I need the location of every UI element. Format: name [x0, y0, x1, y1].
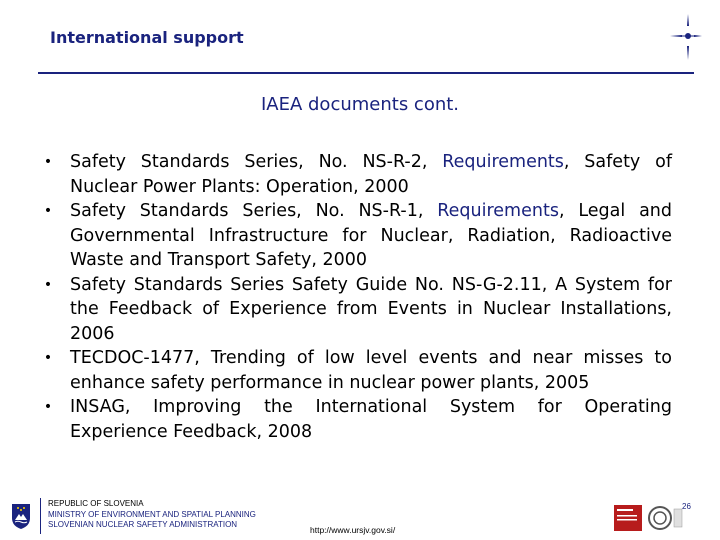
footer-organization — [48, 499, 256, 531]
bullet-item — [40, 395, 672, 444]
slovenia-coat-of-arms-icon — [10, 502, 32, 530]
footer-org-line: MINISTRY OF ENVIRONMENT AND SPATIAL PLANNING — [48, 509, 256, 519]
bullet-dot-icon: • — [43, 203, 53, 219]
bullet-dot-icon: • — [43, 154, 53, 170]
header-title: International support — [50, 28, 244, 47]
bullet-text: Safety Standards Series, No. NS-R-1, — [70, 201, 438, 221]
bullet-list — [40, 150, 672, 444]
bullet-dot-icon: • — [43, 399, 53, 415]
header-divider — [38, 72, 694, 74]
requirements-link[interactable]: Requirements — [437, 201, 559, 221]
footer-vertical-divider — [40, 498, 41, 534]
footer-org-line: REPUBLIC OF SLOVENIA — [48, 499, 144, 508]
bullet-text: , Safety of Nuclear Power Plants: Operation, 2000 — [70, 152, 672, 197]
footer-org-line: SLOVENIAN NUCLEAR SAFETY ADMINISTRATION — [48, 520, 238, 529]
bullet-text: , Legal and Governmental Infrastructure for Nuclear, Radiation, Radioactive Waste and Transport Safety, 2000 — [70, 201, 673, 270]
bullet-item — [40, 273, 672, 347]
certification-logo-icon — [612, 503, 684, 533]
bullet-text: INSAG, Improving the International System for Operating Experience Feedback, 2008 — [70, 397, 672, 442]
bullet-text: TECDOC-1477, Trending of low level events and near misses to enhance safety performance in nuclear power plants, 2005 — [70, 348, 672, 393]
requirements-link[interactable]: Requirements — [442, 152, 564, 172]
compass-logo-icon — [668, 12, 704, 62]
footer-url-link[interactable]: http://www.ursjv.gov.si/ — [310, 525, 396, 535]
slide-subtitle-text: IAEA documents cont. — [260, 94, 460, 115]
bullet-text: Safety Standards Series Safety Guide No. NS-G-2.11, A System for the Feedback of Experience from Events in Nuclear Installations, 2006 — [70, 274, 672, 344]
bullet-dot-icon: • — [43, 276, 53, 293]
page-number: 26 — [682, 502, 691, 511]
bullet-item — [40, 150, 672, 199]
slide-subtitle — [0, 94, 720, 115]
bullet-item — [40, 199, 672, 273]
bullet-item — [40, 346, 672, 395]
bullet-dot-icon: • — [43, 350, 53, 366]
bullet-text: Safety Standards Series, No. NS-R-2, — [70, 152, 443, 172]
